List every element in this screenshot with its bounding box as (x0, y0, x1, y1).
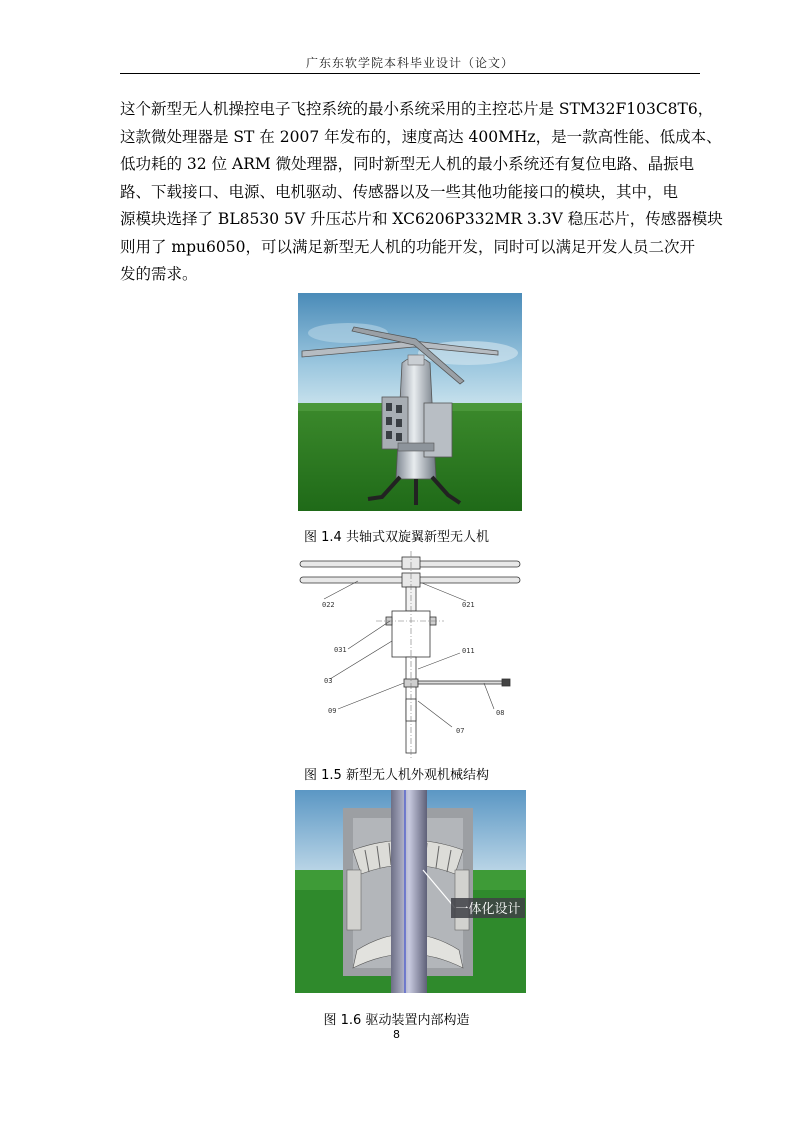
label-011: 011 (462, 647, 475, 655)
label-09: 09 (328, 707, 337, 715)
figure-1-5-caption: 图 1.5 新型无人机外观机械结构 (304, 768, 489, 783)
paragraph-line: 发的需求。 (120, 265, 198, 283)
label-03: 03 (324, 677, 333, 685)
drone-render-image (298, 293, 522, 511)
page-header: 广东东软学院本科毕业设计（论文） (305, 56, 514, 70)
paragraph-line: 路、下载接口、电源、电机驱动、传感器以及一些其他功能接口的模块，其中，电 (120, 182, 679, 201)
label-022: 022 (322, 601, 335, 609)
paragraph-line: 这款微处理器是 ST 在 2007 年发布的，速度高达 400MHz，是一款高性能、低成本、 (120, 127, 722, 146)
figure-1-6-gear-render (295, 790, 526, 993)
header-divider (120, 73, 700, 74)
label-021: 021 (462, 601, 475, 609)
figure-1-6-caption: 图 1.6 驱动装置内部构造 (323, 1013, 470, 1028)
label-031: 031 (334, 646, 347, 654)
figure-1-4-drone-render (298, 293, 522, 511)
paragraph-line: 则用了 mpu6050，可以满足新型无人机的功能开发，同时可以满足开发人员二次开 (120, 237, 695, 256)
page-number: 8 (393, 1028, 400, 1041)
label-08: 08 (496, 709, 505, 717)
label-07: 07 (456, 727, 465, 735)
figure-1-4-caption: 图 1.4 共轴式双旋翼新型无人机 (304, 530, 489, 545)
body-paragraph (120, 96, 723, 289)
gear-overlay-label: 一体化设计 (455, 902, 521, 917)
figure-1-5-mechanical-drawing (298, 551, 522, 761)
paragraph-line: 源模块选择了 BL8530 5V 升压芯片和 XC6206P332MR 3.3V 稳压芯片，传感器模块 (120, 210, 723, 228)
mechanical-drawing-image (298, 551, 522, 761)
gear-render-image (295, 790, 526, 993)
paragraph-line: 这个新型无人机操控电子飞控系统的最小系统采用的主控芯片是 STM32F103C8T6， (120, 100, 714, 118)
paragraph-line: 低功耗的 32 位 ARM 微处理器，同时新型无人机的最小系统还有复位电路、晶振电 (120, 155, 695, 173)
